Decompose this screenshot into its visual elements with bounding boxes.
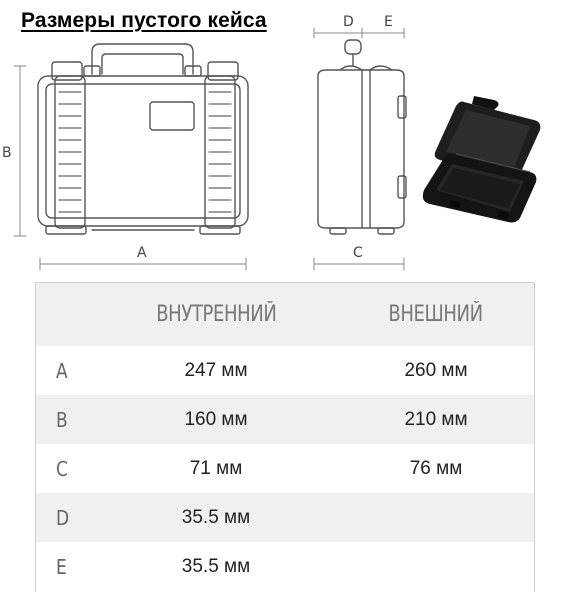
table-row xyxy=(36,395,534,444)
header-inner-cell xyxy=(116,283,316,346)
table-row xyxy=(36,346,534,395)
table-row xyxy=(36,542,534,592)
inner-value: 160 мм xyxy=(184,408,248,430)
dimension-b-line xyxy=(14,66,26,236)
outer-value xyxy=(336,493,536,542)
header-inner-text: ВНУТРЕННИЙ xyxy=(155,302,277,327)
dimension-a-label: A xyxy=(137,245,147,261)
inner-value: 35.5 мм xyxy=(181,506,251,528)
table-row xyxy=(36,493,534,542)
row-label: C xyxy=(56,456,68,481)
header-label-cell xyxy=(56,283,107,346)
front-view-drawing xyxy=(38,44,248,234)
outer-value: 210 мм xyxy=(404,408,468,430)
dimension-d-label: D xyxy=(343,14,354,30)
page-title: Размеры пустого кейса xyxy=(21,9,267,32)
header-outer-text: ВНЕШНИЙ xyxy=(388,302,484,327)
table-row xyxy=(36,444,534,493)
inner-value: 71 мм xyxy=(189,457,243,479)
table-header-row xyxy=(36,283,534,346)
inner-value: 247 мм xyxy=(184,359,248,381)
outer-value: 76 мм xyxy=(409,457,463,479)
dimension-c-label: C xyxy=(353,245,363,261)
outer-value xyxy=(336,542,536,592)
dimension-b-label: B xyxy=(2,145,12,161)
inner-value: 35.5 мм xyxy=(181,556,251,577)
outer-value: 260 мм xyxy=(404,359,468,381)
dimensions-table xyxy=(35,282,535,592)
row-label: E xyxy=(56,555,67,579)
dimension-e-label: E xyxy=(384,14,393,30)
row-label: D xyxy=(56,505,70,530)
header-outer-cell xyxy=(336,283,536,346)
row-label: B xyxy=(56,407,68,432)
row-label: A xyxy=(56,358,68,383)
side-view-drawing xyxy=(318,40,406,234)
open-case-photo xyxy=(416,86,550,226)
